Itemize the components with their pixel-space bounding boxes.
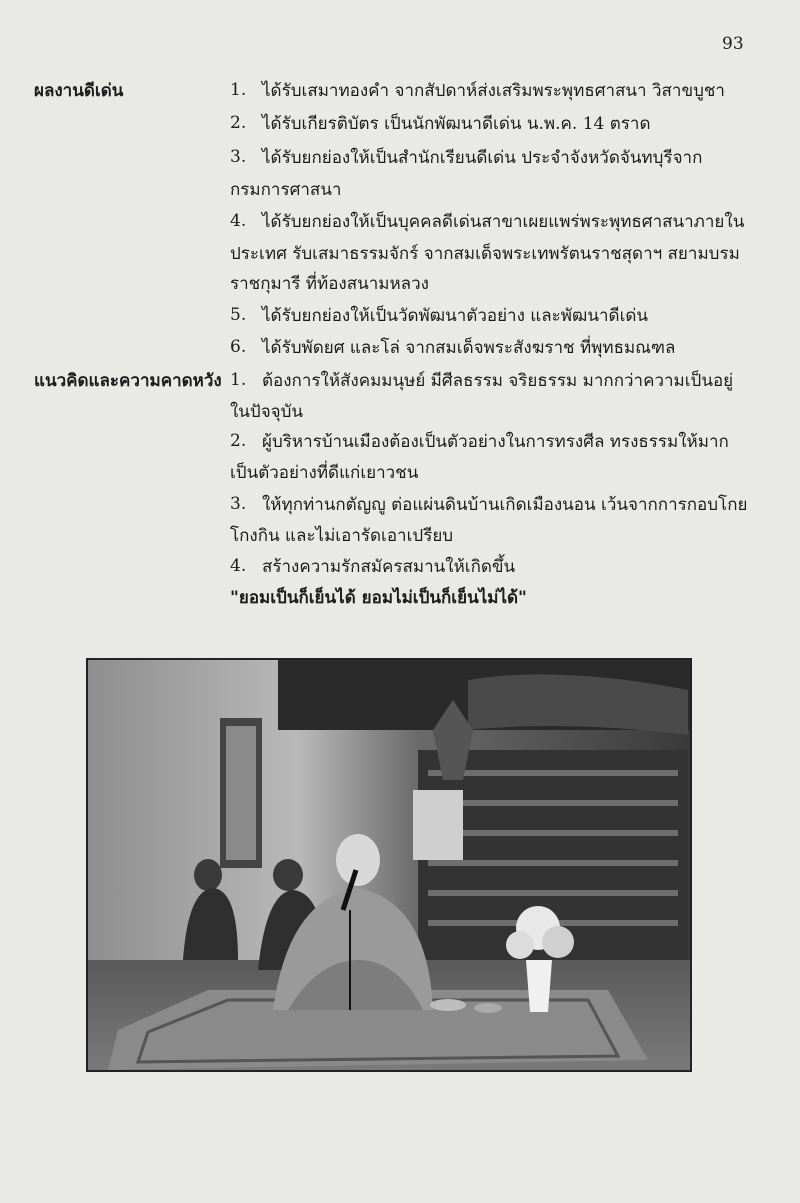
section-label-achievements: ผลงานดีเด่น (34, 81, 124, 101)
list-item-text-continued: ประเทศ รับเสมาธรรมจักร์ จากสมเด็จพระเทพรัตนราชสุดาฯ สยามบรม (230, 244, 740, 264)
list-item-text: ให้ทุกท่านกตัญญู ต่อแผ่นดินบ้านเกิดเมืองนอน เว้นจากการกอบโกย (262, 495, 748, 515)
list-item-text: สร้างความรักสมัครสมานให้เกิดขึ้น (262, 557, 516, 577)
list-item-number: 1. (230, 80, 247, 100)
list-item-text-continued: กรมการศาสนา (230, 180, 342, 200)
list-item-text: ได้รับยกย่องให้เป็นวัดพัฒนาตัวอย่าง และพัฒนาดีเด่น (262, 306, 649, 326)
list-item-text: ได้รับยกย่องให้เป็นสำนักเรียนดีเด่น ประจำจังหวัดจันทบุรีจาก (262, 148, 703, 168)
list-item-number: 3. (230, 494, 247, 514)
section-label-vision: แนวคิดและความคาดหวัง (34, 371, 222, 391)
list-item-text: ได้รับยกย่องให้เป็นบุคคลดีเด่นสาขาเผยแพร่พระพุทธศาสนาภายใน (262, 212, 745, 232)
list-item-number: 2. (230, 431, 247, 451)
list-item-text: ผู้บริหารบ้านเมืองต้องเป็นตัวอย่างในการทรงศีล ทรงธรรมให้มาก (262, 432, 729, 452)
list-item-number: 5. (230, 305, 247, 325)
list-item-number: 2. (230, 113, 247, 133)
list-item-text-continued: ราชกุมารี ที่ท้องสนามหลวง (230, 274, 429, 294)
photo-monk-preaching-icon (88, 660, 690, 1070)
list-item-text-continued: โกงกิน และไม่เอารัดเอาเปรียบ (230, 526, 454, 546)
list-item-text: ได้รับพัดยศ และโล่ จากสมเด็จพระสังฆราช ที่พุทธมณฑล (262, 338, 676, 358)
motto-quote: "ยอมเป็นก็เย็นได้ ยอมไม่เป็นก็เย็นไม่ได้" (230, 588, 527, 608)
list-item-text: ได้รับเกียรติบัตร เป็นนักพัฒนาดีเด่น น.พ.ค. 14 ตราด (262, 114, 651, 134)
page-number: 93 (722, 34, 744, 54)
list-item-text-continued: ในปัจจุบัน (230, 402, 304, 422)
list-item-text: ต้องการให้สังคมมนุษย์ มีศีลธรรม จริยธรรม มากกว่าความเป็นอยู่ (262, 371, 734, 391)
list-item-text-continued: เป็นตัวอย่างที่ดีแก่เยาวชน (230, 463, 419, 483)
list-item-number: 4. (230, 211, 247, 231)
list-item-number: 1. (230, 370, 247, 390)
list-item-number: 3. (230, 147, 247, 167)
photo-monk-preaching (86, 658, 692, 1072)
list-item-number: 4. (230, 556, 247, 576)
list-item-text: ได้รับเสมาทองคำ จากสัปดาห์ส่งเสริมพระพุทธศาสนา วิสาขบูชา (262, 81, 725, 101)
list-item-number: 6. (230, 337, 247, 357)
